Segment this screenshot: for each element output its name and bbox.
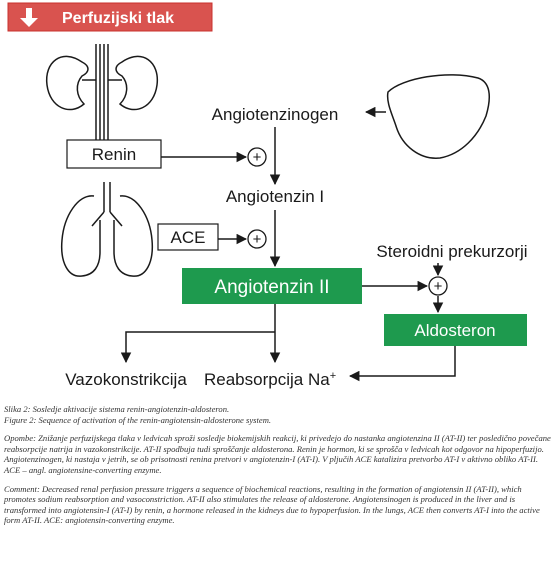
liver-icon [388,75,490,158]
caption-figure: Figure 2: Sequence of activation of the renin-angiotensin-aldosterone system. [4,414,272,425]
angiotenzinogen-label: Angiotenzinogen [211,105,339,124]
plus-circle-ace [248,230,266,248]
caption-comment: Comment: Decreased renal perfusion pressure triggers a sequence of biochemical reactions, resulting in the formation of angiotensin II (AT-II), which promotes sodium reabsorption and vasoconstriction. AT-II also stimulates the release of aldosterone. Angiotensinogen is produced in the liver and is transformed into angiotensin-I (AT-I) by renin, a hormone released in the kidneys due to hypoperfusion. In the lungs, ACE then converts AT-I into the active form AT-II. ACE: angiotensin-converting enzyme. [4,483,540,526]
caption-slika: Slika 2: Sosledje aktivacije sistema renin-angiotenzin-aldosteron. [4,404,230,414]
reabsorpcija-label: Reabsorpcija Na+ [204,370,337,389]
renin-label: Renin [91,145,137,164]
figure-captions [4,404,555,534]
svg-text:+: + [252,149,262,166]
perfusion-pressure-banner [8,3,212,31]
angiotenzin-i-label: Angiotenzin I [225,187,325,206]
lungs-icon [62,182,153,276]
aldosteron-label: Aldosteron [414,321,496,340]
ace-label: ACE [170,228,206,247]
caption-opombe: Opombe: Znižanje perfuzijskega tlaka v ledvicah sproži sosledje biokemijskih reakcij, ki privedejo do nastanka angiotenzina II (AT-II) ter posledično povečane reabsorpcije natrija in vazokonstrikcije. AT-II spodbuja tudi sproščanje aldosterona. Renin je hormon, ki se sprošča v ledvicah kot odgovor na hipoperfuzijo. Angiotenzinogen, ki nastaja v jetrih, se ob prisotnosti renina pretvori v angiotenzin-I (AT-I). V pljučih ACE katalizira pretvorbo AT-I v aktivno obliko AT-II. ACE – angl. angiotensine-converting enzyme. [4,433,551,475]
steroidni-prekurzorji-label: Steroidni prekurzorji [376,242,528,261]
banner-label: Perfuzijski tlak [62,10,175,27]
reabsorpcija-superscript: + [329,370,337,382]
plus-circle-steroid [429,277,447,295]
kidneys-icon [47,44,158,140]
svg-text:+: + [252,231,262,248]
plus-circle-renin [248,148,266,166]
vazokonstrikcija-label: Vazokonstrikcija [65,370,187,389]
angiotenzin-ii-label: Angiotenzin II [214,277,330,298]
svg-text:+: + [433,278,443,295]
